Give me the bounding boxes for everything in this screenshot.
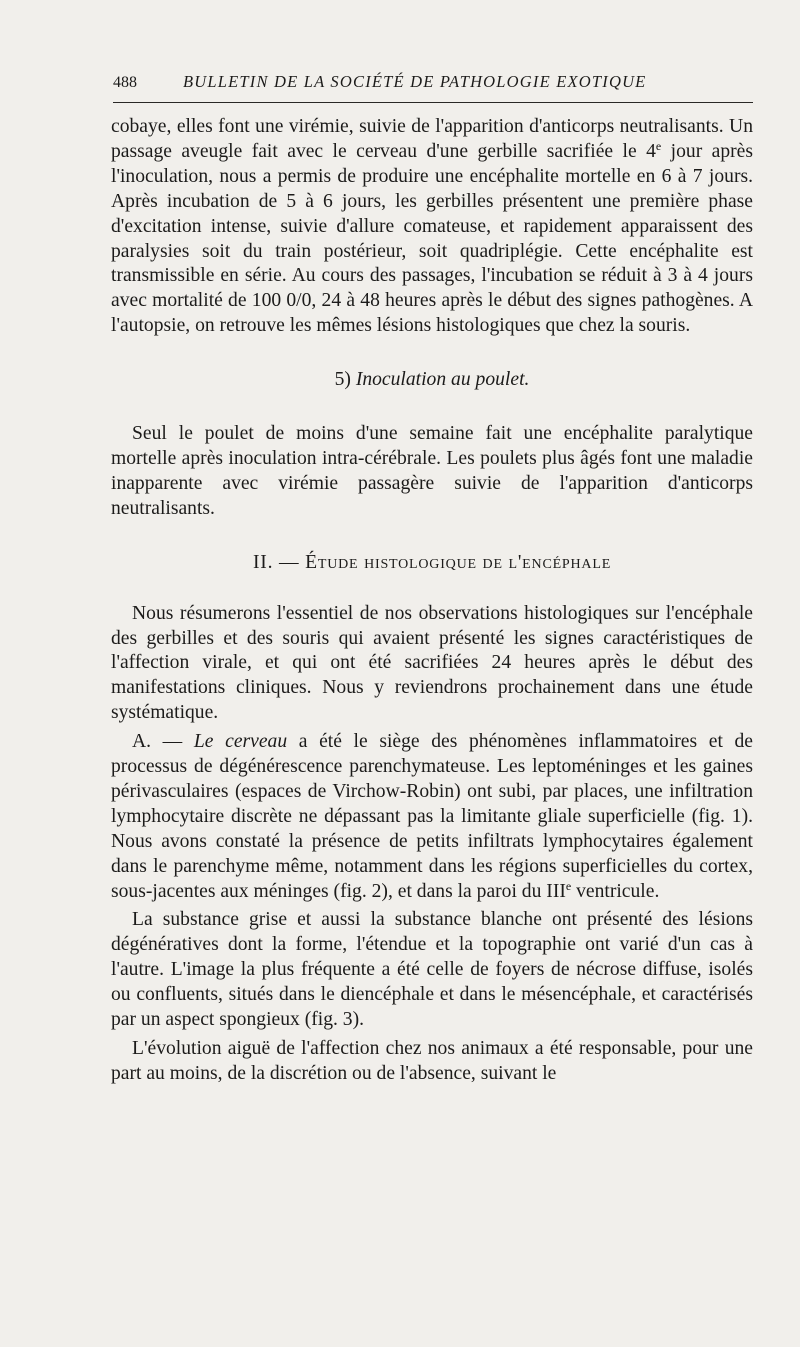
paragraph-cerveau <box>111 730 753 904</box>
paragraph: L'évolution aiguë de l'affection chez nos animaux a été responsable, pour une part au moins, de la discrétion ou de l'absence, suivant le <box>111 1038 753 1084</box>
paragraph-text: cobaye, elles font une virémie, suivie de l'apparition d'anticorps neutralisants. Un passage aveugle fait avec le cerveau d'une gerbille sacrifiée le 4 <box>111 116 753 162</box>
paragraph: La substance grise et aussi la substance blanche ont présenté des lésions dégénératives dont la forme, l'étendue et la topographie ont varié d'un cas à l'autre. L'image la plus fréquente a été celle de foyers de nécrose diffuse, isolés ou confluents, situés dans le diencéphale et dans le mésencéphale, et caractérisés par un aspect spongieux (fig. 3). <box>111 909 753 1031</box>
italic-term: Le cerveau <box>193 731 288 753</box>
superscript: e <box>655 138 662 153</box>
paragraph-lead: A. — <box>132 731 194 753</box>
section-heading-inoculation-poulet <box>111 368 753 393</box>
section-heading-etude-histologique <box>111 551 753 576</box>
section-number: II. — <box>252 551 306 573</box>
paragraph: Seul le poulet de moins d'une semaine fait une encéphalite paralytique mortelle après inoculation intra-cérébrale. Les poulets plus âgés font une maladie inapparente avec virémie passagère suivie de l'apparition d'anticorps neutralisants. <box>111 423 753 519</box>
section-title: Inoculation au poulet. <box>355 369 530 391</box>
article-body <box>111 115 753 1087</box>
paragraph-text: ventricule. <box>571 880 660 902</box>
paragraph-text: a été le siège des phénomènes inflammatoires et de processus de dégénérescence parenchymateuse. Les leptoméninges et les gaines périvasculaires (espaces de Virchow-Robin) ont subi, par places, une infiltration lymphocytaire discrète ne dépassant pas la limitante gliale superficielle (fig. 1). Nous avons constaté la présence de petits infiltrats lymphocytaires également dans le parenchyme même, notamment dans les régions superficielles du cortex, sous-jacentes aux méninges (fig. 2), et dans la paroi du III <box>111 731 754 902</box>
section-number: 5) <box>334 369 351 391</box>
page-number: 488 <box>113 74 137 91</box>
journal-title: BULLETIN DE LA SOCIÉTÉ DE PATHOLOGIE EXOTIQUE <box>183 72 647 91</box>
header-rule <box>113 102 753 103</box>
paragraph-text: jour après l'inoculation, nous a permis de produire une encéphalite mortelle en 6 à 7 jours. Après incubation de 5 à 6 jours, les gerbilles présentent une première phase d'excitation intense, suivie d'allure comateuse, et rapidement apparaissent des paralysies soit du train postérieur, soit quadriplégie. Cette encéphalite est transmissible en série. Au cours des passages, l'incubation se réduit à 3 à 4 jours avec mortalité de 100 0/0, 24 à 48 heures après le début des signes pathogènes. A l'autopsie, on retrouve les mêmes lésions histologiques que chez la souris. <box>111 140 753 337</box>
running-head <box>113 72 753 100</box>
paragraph-continuation <box>111 115 753 339</box>
section-title: Étude histologique de l'encéphale <box>305 551 612 573</box>
superscript: e <box>565 878 572 893</box>
paragraph: Nous résumerons l'essentiel de nos observations histologiques sur l'encéphale des gerbilles et des souris qui avaient présenté les signes caractéristiques de l'affection virale, et qui ont été sacrifiées 24 heures après le début des manifestations cliniques. Nous y reviendrons prochainement dans une étude systématique. <box>111 602 753 724</box>
